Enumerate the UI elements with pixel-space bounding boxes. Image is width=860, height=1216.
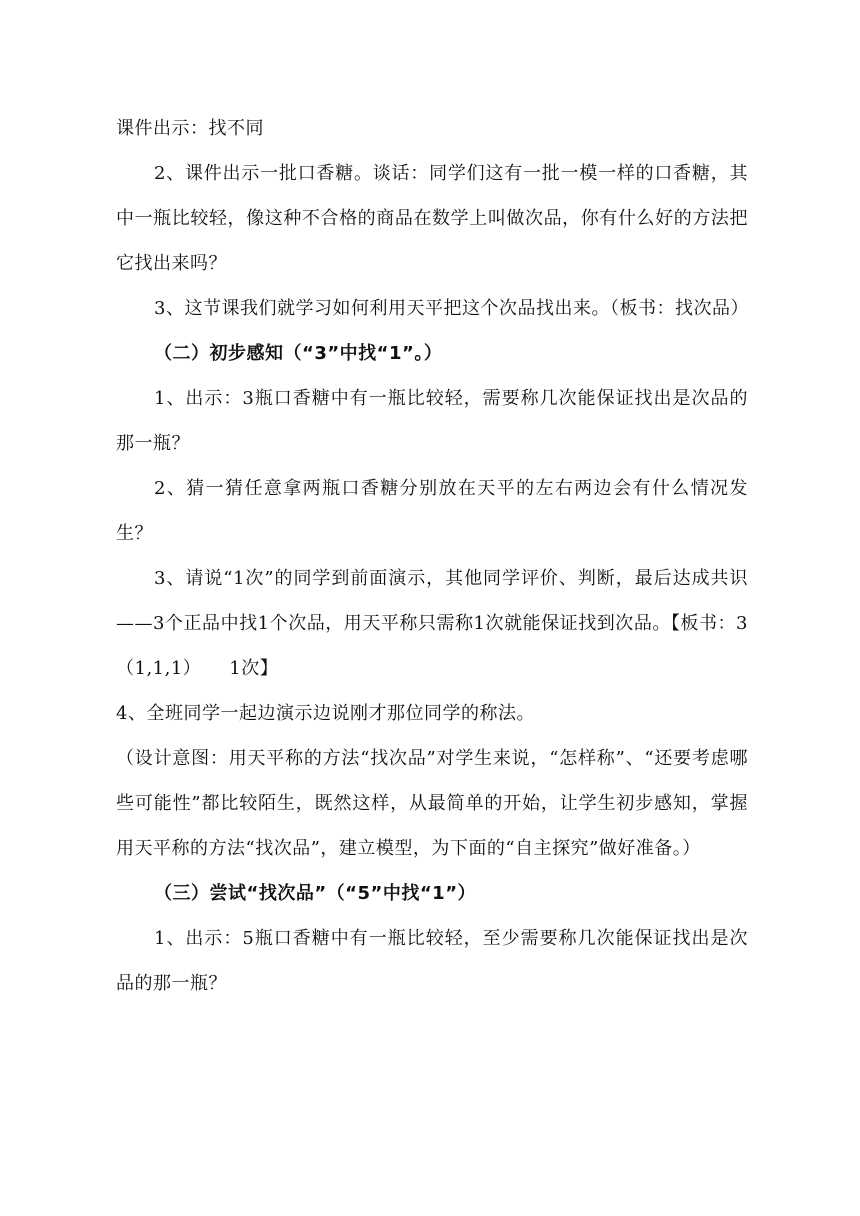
paragraph-class-demonstration: 4、全班同学一起边演示边说刚才那位同学的称法。 xyxy=(116,703,535,724)
paragraph-three-bottles-question: 1、出示：3瓶口香糖中有一瓶比较轻，需要称几次能保证找出是次品的那一瓶？ xyxy=(116,388,748,454)
paragraph-five-bottles-question: 1、出示：5瓶口香糖中有一瓶比较轻，至少需要称几次能保证找出是次品的那一瓶？ xyxy=(116,928,748,994)
paragraph-lesson-goal: 3、这节课我们就学习如何利用天平把这个次品找出来。（板书：找次品） xyxy=(154,298,749,319)
paragraph-courseware-find-difference: 课件出示：找不同 xyxy=(116,118,264,139)
section-heading-initial-perception: （二）初步感知（“3”中找“1”。） xyxy=(154,343,443,364)
document-body xyxy=(116,106,748,1006)
section-heading-try-find-defective: （三）尝试“找次品”（“5”中找“1”） xyxy=(154,883,477,904)
paragraph-guess-balance: 2、猜一猜任意拿两瓶口香糖分别放在天平的左右两边会有什么情况发生？ xyxy=(116,478,748,544)
paragraph-gum-batch-intro: 2、课件出示一批口香糖。谈话：同学们这有一批一模一样的口香糖，其中一瓶比较轻，像这种不合格的商品在数学上叫做次品，你有什么好的方法把它找出来吗？ xyxy=(116,163,748,274)
paragraph-design-intent: （设计意图：用天平称的方法“找次品”对学生来说，“怎样称”、“还要考虑哪些可能性”都比较陌生，既然这样，从最简单的开始，让学生初步感知，掌握用天平称的方法“找次品”，建立模型，为下面的“自主探究”做好准备。） xyxy=(116,748,748,859)
paragraph-demonstration-consensus: 3、请说“1次”的同学到前面演示，其他同学评价、判断，最后达成共识——3个正品中找1个次品，用天平称只需称1次就能保证找到次品。【板书：3（1,1,1） 1次】 xyxy=(116,568,748,679)
